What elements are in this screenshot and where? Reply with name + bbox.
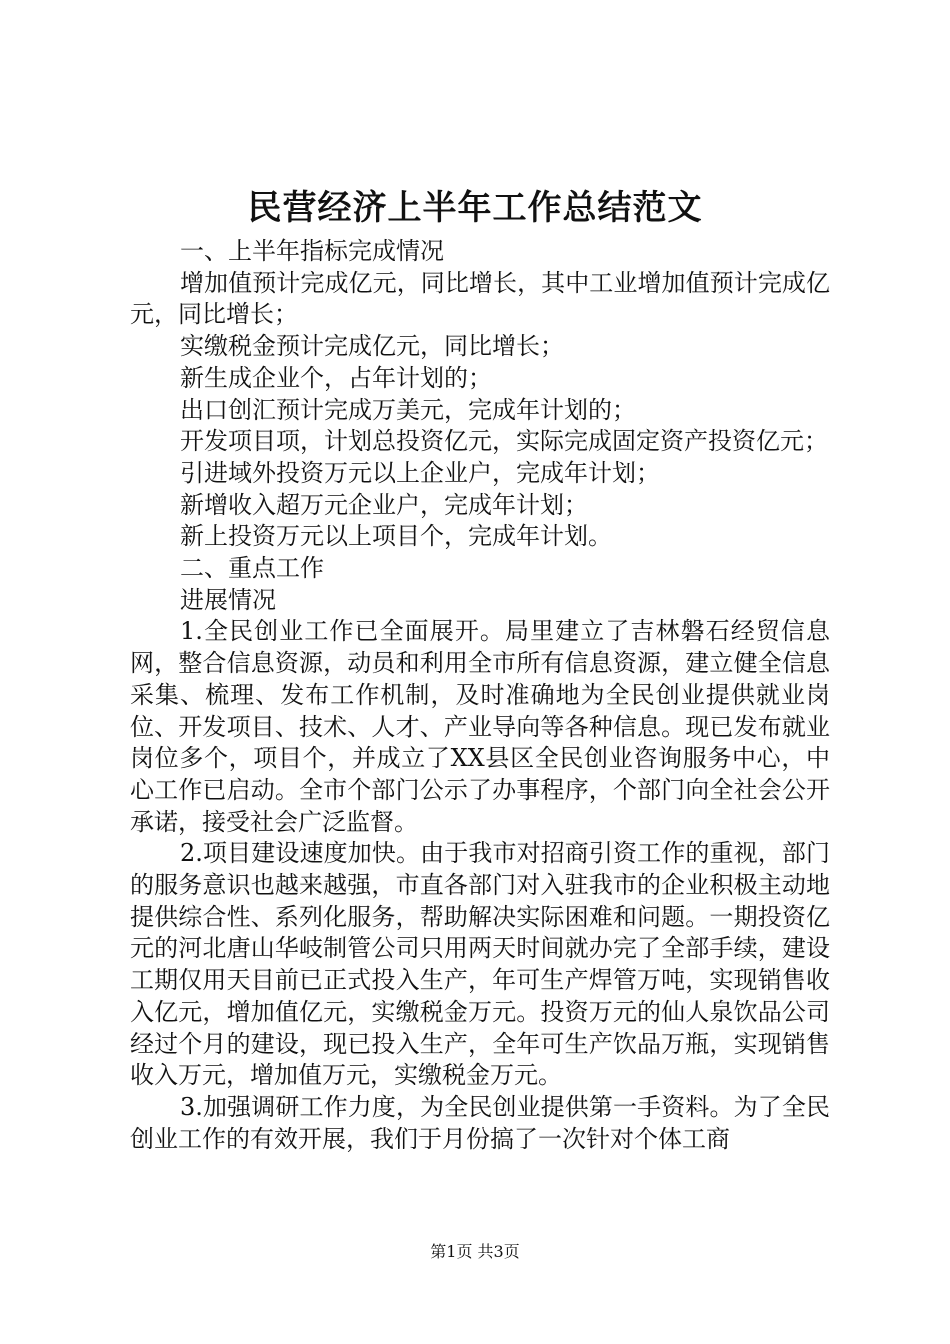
paragraph: 实缴税金预计完成亿元，同比增长； — [180, 332, 564, 361]
paragraph: 引进域外投资万元以上企业户，完成年计划； — [180, 458, 660, 487]
paragraph: 出口创汇预计完成万美元，完成年计划的； — [180, 395, 636, 424]
paragraph: 3.加强调研工作力度，为全民创业提供第一手资料。为了全民创业工作的有效开展，我们于月份搞了一次针对个体工商 — [130, 1092, 830, 1153]
page-footer: 第1页 共3页 — [430, 1242, 520, 1261]
document-title: 民营经济上半年工作总结范文 — [247, 188, 703, 228]
paragraph: 1.全民创业工作已全面展开。局里建立了吉林磐石经贸信息网，整合信息资源，动员和利用全市所有信息资源，建立健全信息采集、梳理、发布工作机制，及时准确地为全民创业提供就业岗位、开发项目、技术、人才、产业导向等各种信息。现已发布就业岗位多个，项目个，并成立了XX县区全民创业咨询服务中心，中心工作已启动。全市个部门公示了办事程序，个部门向全社会公开承诺，接受社会广泛监督。 — [130, 617, 830, 836]
subsection-heading: 进展情况 — [180, 585, 276, 614]
paragraph: 新上投资万元以上项目个，完成年计划。 — [180, 522, 612, 551]
paragraph: 新增收入超万元企业户，完成年计划； — [180, 490, 588, 519]
paragraph: 2.项目建设速度加快。由于我市对招商引资工作的重视，部门的服务意识也越来越强，市直各部门对入驻我市的企业积极主动地提供综合性、系列化服务，帮助解决实际困难和问题。一期投资亿元的河北唐山华岐制管公司只用两天时间就办完了全部手续，建设工期仅用天目前已正式投入生产，年可生产焊管万吨，实现销售收入亿元，增加值亿元，实缴税金万元。投资万元的仙人泉饮品公司经过个月的建设，现已投入生产，全年可生产饮品万瓶，实现销售收入万元，增加值万元，实缴税金万元。 — [130, 839, 830, 1090]
paragraph: 开发项目项，计划总投资亿元，实际完成固定资产投资亿元； — [180, 427, 828, 456]
paragraph: 增加值预计完成亿元，同比增长，其中工业增加值预计完成亿元，同比增长； — [130, 268, 830, 329]
paragraph: 新生成企业个，占年计划的； — [180, 363, 492, 392]
document-body — [130, 236, 830, 1155]
section-heading: 二、重点工作 — [180, 554, 324, 583]
section-heading: 一、上半年指标完成情况 — [180, 237, 444, 265]
